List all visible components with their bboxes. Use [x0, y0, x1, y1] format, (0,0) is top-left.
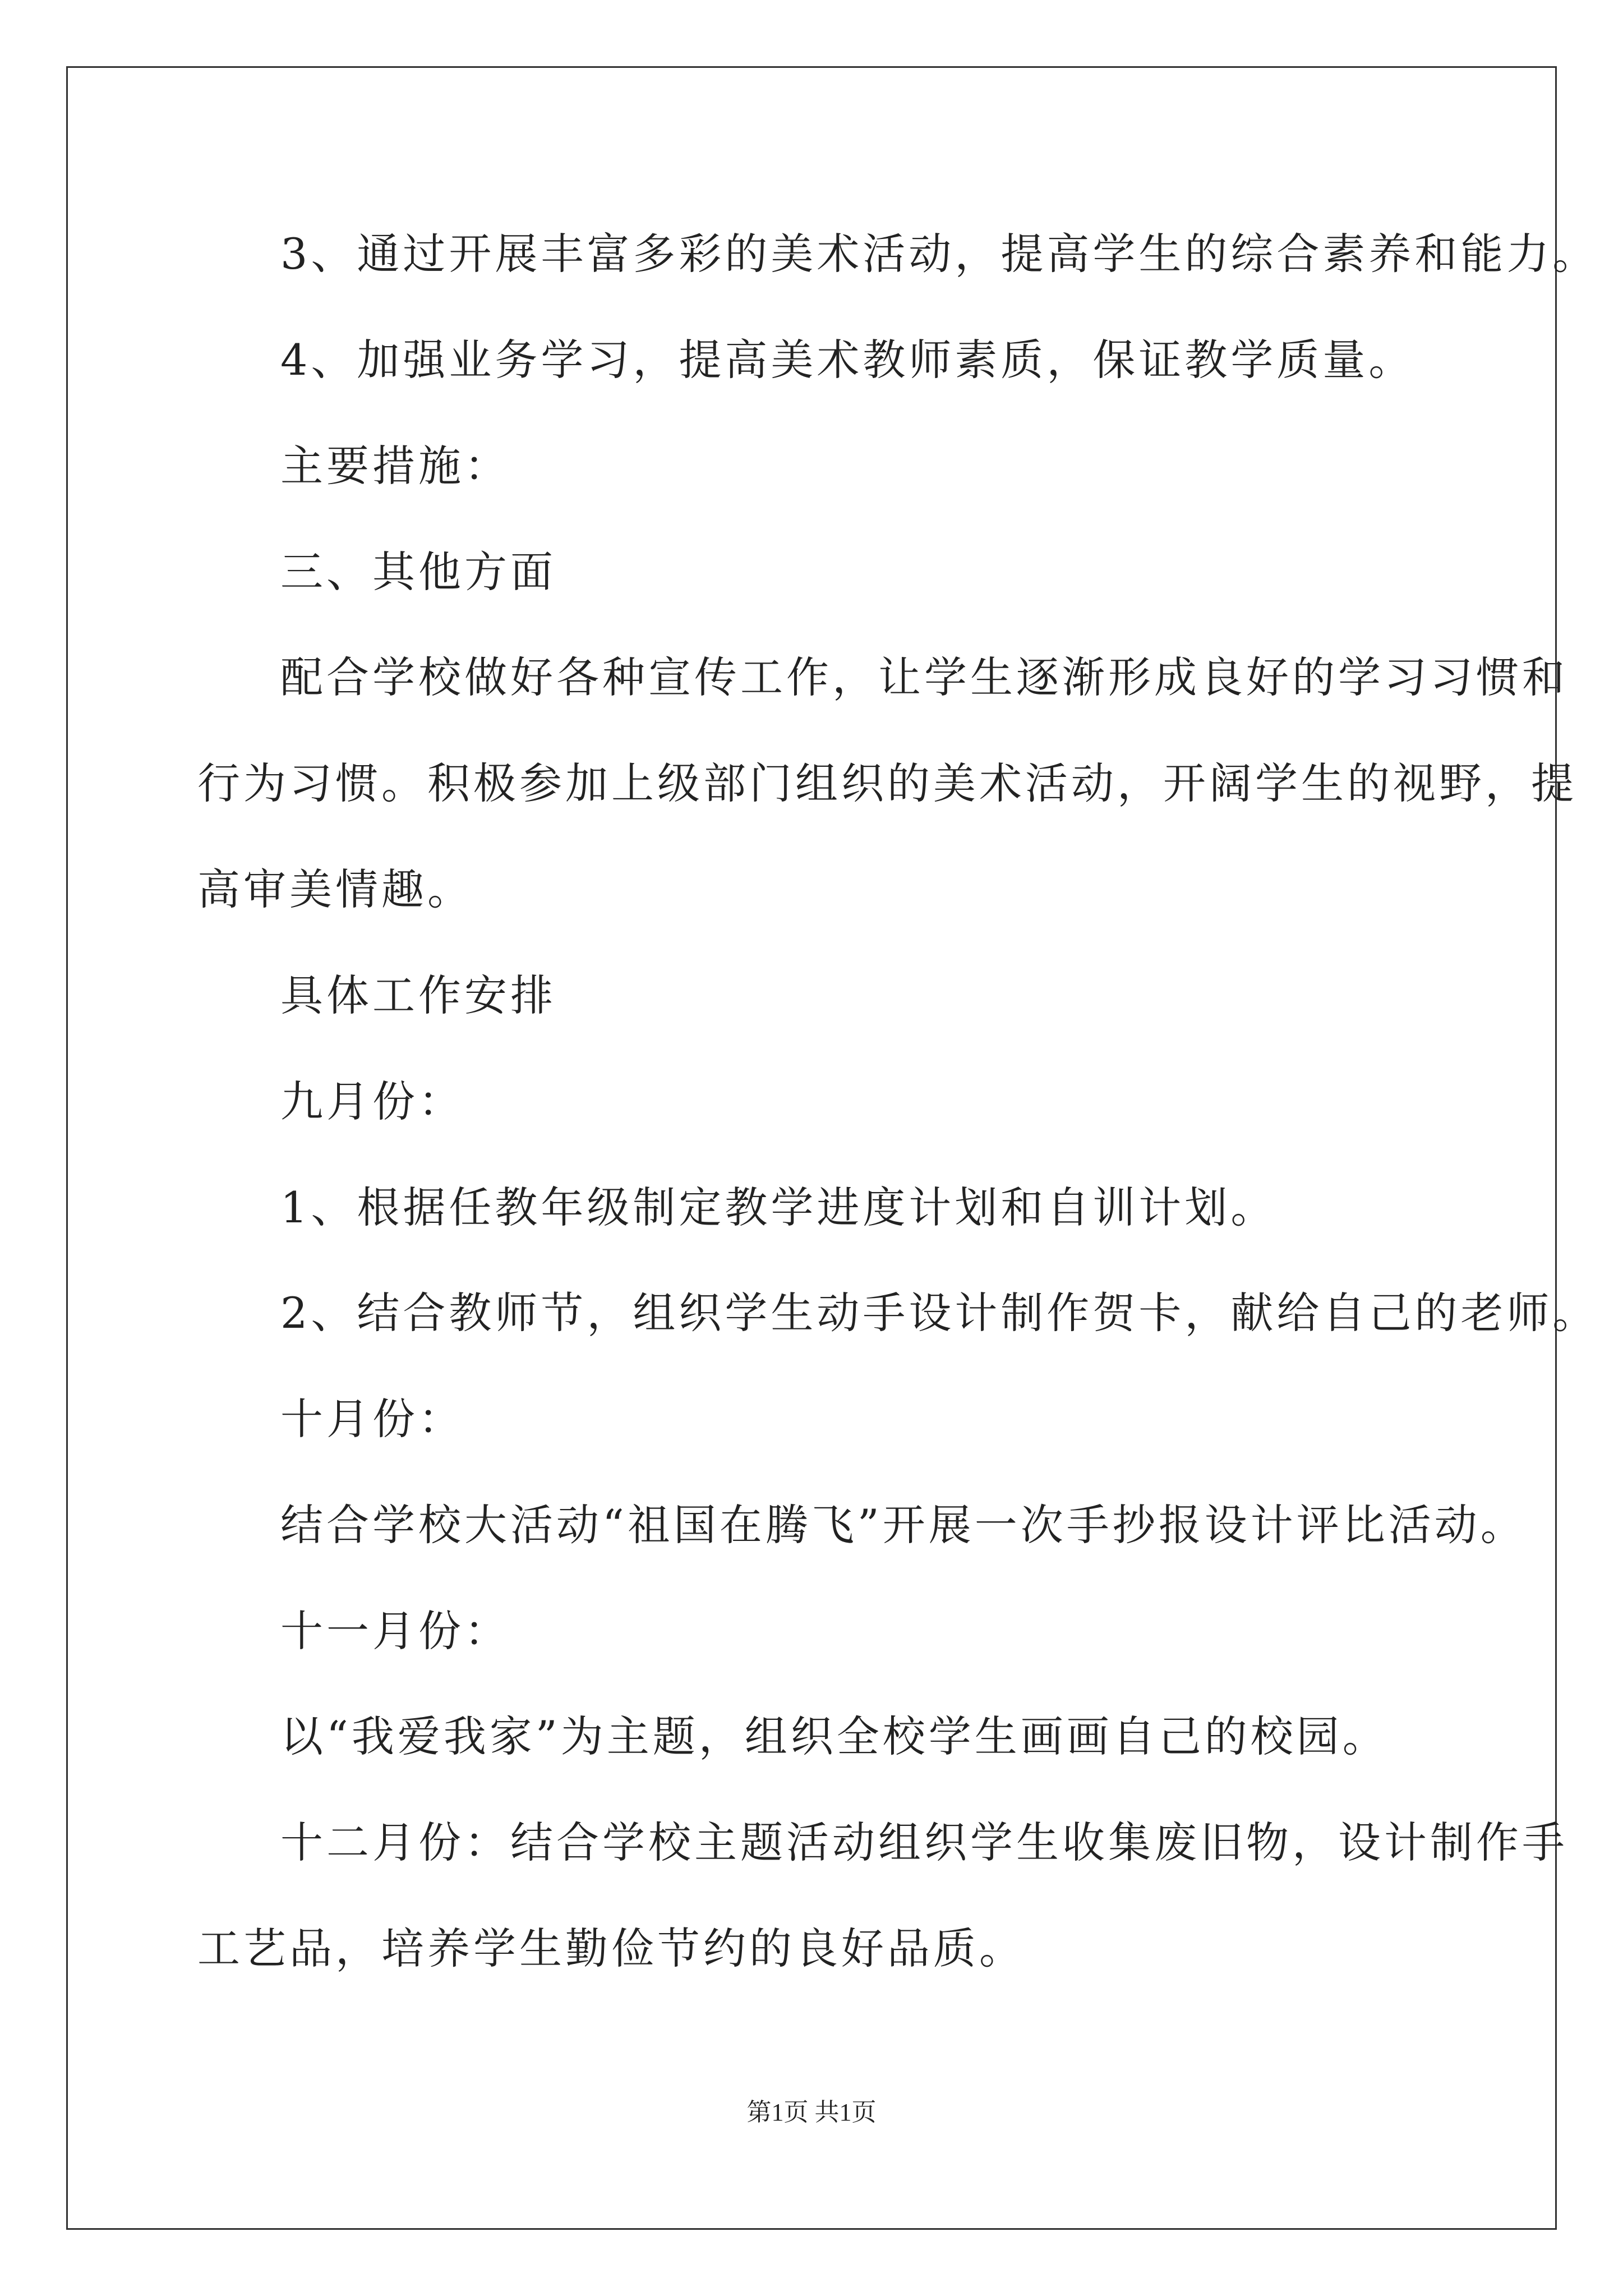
text-line: 2、结合教师节，组织学生动手设计制作贺卡，献给自己的老师。 — [280, 1288, 1599, 1338]
text-line: 以“我爱我家”为主题，组织全校学生画画自己的校园。 — [280, 1711, 1389, 1761]
text-line: 配合学校做好各种宣传工作，让学生逐渐形成良好的学习习惯和 — [280, 652, 1568, 702]
page-footer: 第1页 共1页 — [746, 2099, 877, 2126]
section-heading: 主要措施： — [280, 441, 510, 491]
section-heading: 具体工作安排 — [280, 970, 556, 1020]
text-line: 1、根据任教年级制定教学进度计划和自训计划。 — [280, 1182, 1277, 1232]
text-line: 十二月份：结合学校主题活动组织学生收集废旧物，设计制作手 — [280, 1818, 1568, 1867]
text-line: 工艺品，培养学生勤俭节约的良好品质。 — [197, 1924, 1025, 1973]
text-line: 4、加强业务学习，提高美术教师素质，保证教学质量。 — [280, 335, 1415, 385]
page-border — [66, 66, 1557, 2230]
text-line: 结合学校大活动“祖国在腾飞”开展一次手抄报设计评比活动。 — [280, 1500, 1527, 1550]
section-heading: 三、其他方面 — [280, 547, 556, 597]
month-heading: 九月份： — [280, 1076, 464, 1126]
text-line: 高审美情趣。 — [197, 864, 473, 914]
text-line: 3、通过开展丰富多彩的美术活动，提高学生的综合素养和能力。 — [280, 229, 1599, 279]
text-line: 行为习惯。积极参加上级部门组织的美术活动，开阔学生的视野，提 — [197, 758, 1577, 808]
month-heading: 十一月份： — [280, 1606, 510, 1656]
month-heading: 十月份： — [280, 1394, 464, 1444]
